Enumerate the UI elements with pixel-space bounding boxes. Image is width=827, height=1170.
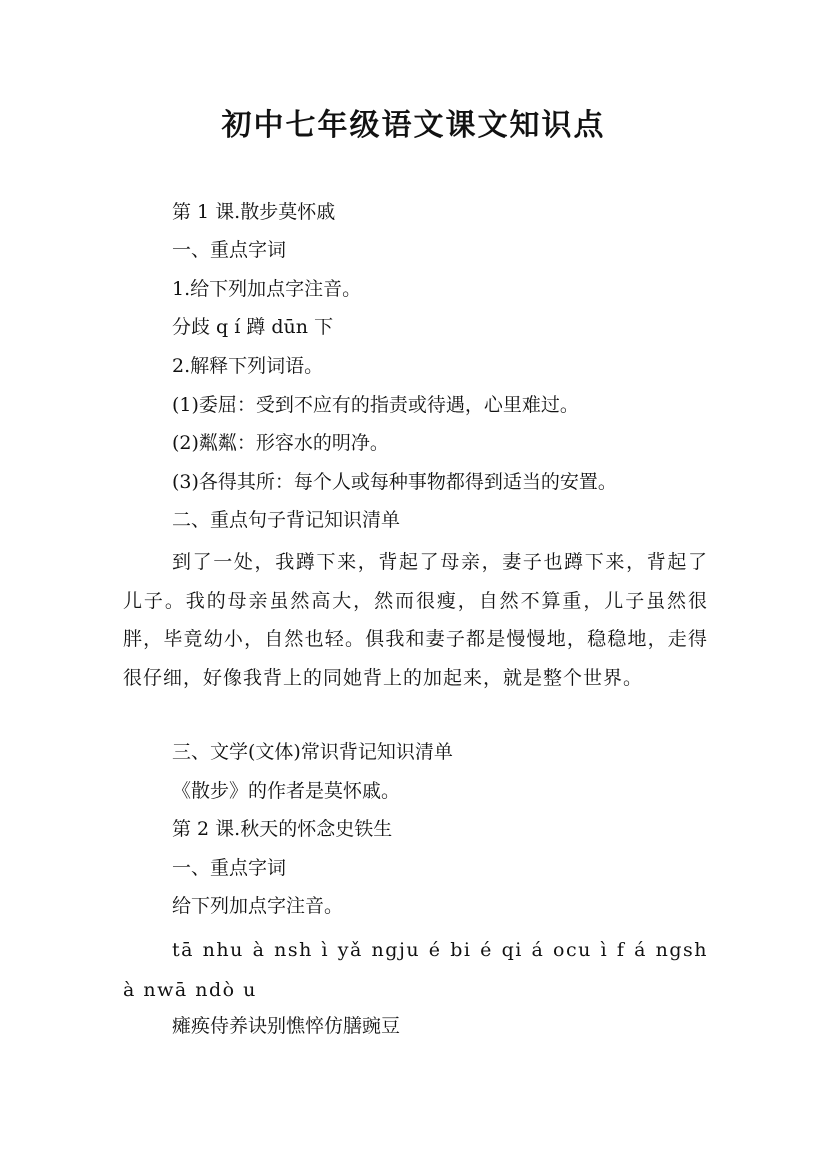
word-definition-1: (1)委屈：受到不应有的指责或待遇，心里难过。 (172, 394, 579, 416)
exercise-pinyin-instruction: 1.给下列加点字注音。 (172, 278, 362, 300)
pinyin-line: tā nhu à nsh ì yǎ ngju é bi é qi á ocu ì f á ngsh à nwā ndò u (123, 939, 708, 1001)
pinyin-answer-line: 分歧 q í 蹲 dūn 下 (172, 316, 334, 338)
section-key-sentences: 二、重点句子背记知识清单 (172, 509, 401, 531)
section-literature-knowledge: 三、文学(文体)常识背记知识清单 (172, 741, 453, 763)
section-key-words-2: 一、重点字词 (172, 857, 287, 879)
exercise-explain-words: 2.解释下列词语。 (172, 355, 324, 377)
lesson-2-heading: 第 2 课.秋天的怀念史铁生 (172, 818, 393, 840)
vocabulary-line: 瘫痪侍养诀别憔悴仿膳豌豆 (172, 1015, 401, 1037)
section-key-words: 一、重点字词 (172, 239, 287, 261)
exercise-pinyin-instruction-2: 给下列加点字注音。 (172, 895, 344, 917)
word-definition-3: (3)各得其所：每个人或每种事物都得到适当的安置。 (172, 471, 617, 493)
author-note: 《散步》的作者是莫怀戚。 (172, 780, 401, 802)
word-definition-2: (2)粼粼：形容水的明净。 (172, 432, 389, 454)
key-passage-paragraph: 到了一处，我蹲下来，背起了母亲，妻子也蹲下来，背起了儿子。我的母亲虽然高大，然而很瘦，自然不算重，儿子虽然很胖，毕竟幼小，自然也轻。俱我和妻子都是慢慢地，稳稳地，走得很仔细，好像我背上的同她背上的加起来，就是整个世界。 (123, 551, 708, 689)
document-title: 初中七年级语文课文知识点 (221, 108, 606, 143)
lesson-1-heading: 第 1 课.散步莫怀戚 (172, 201, 336, 223)
